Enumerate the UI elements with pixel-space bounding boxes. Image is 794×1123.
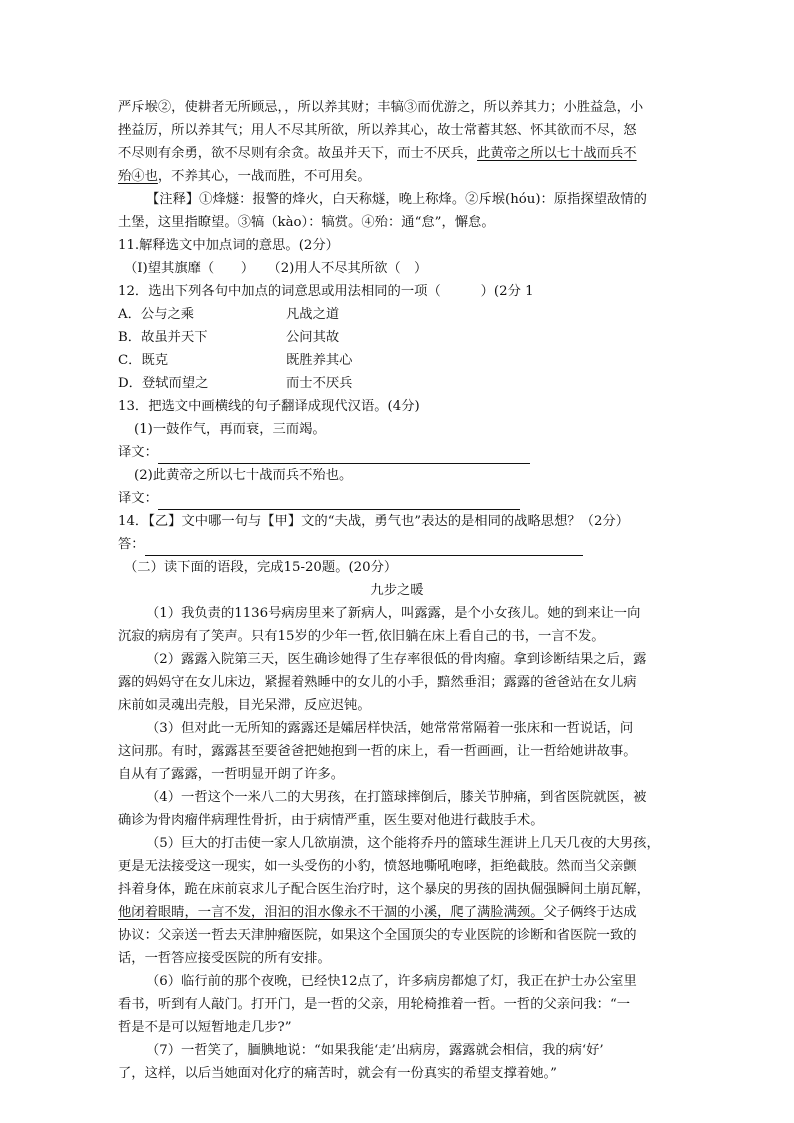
story-p2-line-2: 露的妈妈守在女儿床边，紧握着熟睡中的女儿的小手，黯然垂泪；露露的爸爸站在女儿病 [118, 675, 637, 690]
option-c-left: C．既克 [118, 353, 169, 368]
option-b-left: B．故虽并天下 [118, 330, 208, 345]
passage-line-4-text: ，不养其心，一战而胜，不可用矣。 [157, 169, 371, 184]
story-title: 九步之暖 [370, 583, 424, 598]
story-p1-line-2: 沉寂的病房有了笑声。只有15岁的少年一哲,依旧躺在床上看自己的书，一言不发。 [118, 629, 605, 644]
question-12-stem: 12．选出下列各句中加点的词意思或用法相同的一项（ ）(2分 1 [118, 284, 534, 299]
passage-line-4 [118, 165, 371, 188]
notes-line-2: 土堡，这里指瞭望。③犒（kào）：犒赏。④殆：通“怠”，懈怠。 [118, 215, 495, 230]
option-a-right: 凡战之道 [286, 307, 340, 322]
story-p3-line-2: 这问那。有时，露露甚至要爸爸把她抱到一哲的床上，看一哲画画，让一哲给她讲故事。 [118, 744, 637, 759]
notes-line-1: 【注释】①烽燧：报警的烽火，白天称燧，晚上称烽。②斥堠(hóu)：原指探望敌情的 [146, 192, 647, 207]
story-p6-line-3: 哲是不是可以短暂地走几步?” [118, 1020, 292, 1035]
answer-blank-14[interactable] [145, 541, 583, 556]
story-p6-line-2: 看书，听到有人敲门。打开门，是一哲的父亲，用轮椅推着一哲。一哲的父亲问我：“一 [118, 997, 631, 1012]
story-p5-line-4 [118, 901, 637, 924]
question-11-stem: 11.解释选文中加点词的意思。(2分） [118, 238, 339, 253]
passage-line-3 [118, 142, 637, 165]
answer-label-14: 答： [118, 537, 145, 552]
story-p4-line-2: 确诊为骨肉瘤伴病理性骨折，由于病情严重，医生要对他进行截肢手术。 [118, 813, 544, 828]
question-13-stem: 13．把选文中画横线的句子翻译成现代汉语。(4分) [118, 399, 420, 414]
question-13-sentence-2: (2)此黄帝之所以七十战而兵不殆也。 [134, 468, 353, 483]
option-d-left: D．登轼而望之 [118, 376, 209, 391]
story-p7-line-2: 了，这样，以后当她面对化疗的痛苦时，就会有一份真实的希望支撑着她。” [118, 1066, 557, 1081]
question-11-items: （I)望其旗靡（ ） （2)用人不尽其所欲（ ） [124, 261, 428, 276]
underlined-sentence: 此黄帝之所以七十战而兵不 [477, 146, 637, 161]
answer-blank-1[interactable] [158, 449, 530, 464]
option-a-left: A．公与之乘 [118, 307, 195, 322]
option-d-right: 而士不厌兵 [286, 376, 353, 391]
underlined-sentence-end: 殆④也 [118, 169, 158, 184]
answer-blank-2[interactable] [158, 495, 520, 510]
story-p5-line-1: （5）巨大的打击使一家人几欲崩溃，这个能将乔丹的篮球生涯讲上几天几夜的大男孩， [146, 836, 660, 851]
answer-line-14 [118, 533, 583, 556]
story-p2-line-1: （2）露露入院第三天，医生确诊她得了生存率很低的骨肉瘤。拿到诊断结果之后，露 [146, 652, 647, 667]
story-p2-line-3: 床前如灵魂出壳般，目光呆滞，反应迟钝。 [118, 698, 371, 713]
option-b-right: 公问其故 [286, 330, 340, 345]
option-c-right: 既胜养其心 [286, 353, 353, 368]
story-p5-line-2: 更是无法接受这一现实，如一头受伤的小豹，愤怒地嘶吼咆哮，拒绝截肢。然而当父亲颤 [118, 859, 637, 874]
section-2-intro: （二）读下面的语段，完成15-20题。(20分） [124, 560, 398, 575]
underlined-sentence-story: 他闭着眼睛，一言不发，泪汩的泪水像永不干涸的小溪，爬了满脸满颈。 [118, 905, 544, 920]
story-p3-line-1: （3）但对此一无所知的露露还是孀居样快活，她常常常隔着一张床和一哲说话，问 [146, 721, 634, 736]
question-13-sentence-1: (1)一鼓作气，再而衰，三而竭。 [134, 422, 326, 437]
story-p1-line-1: （1）我负责的1136号病房里来了新病人，叫露露，是个小女孩儿。她的到来让一向 [146, 606, 641, 621]
story-p7-line-1: （7）一哲笑了，腼腆地说：“如果我能‘走’出病房，露露就会相信，我的病‘好’ [146, 1043, 604, 1058]
question-14-stem: 14．【乙】文中哪一句与【甲】文的“夫战，勇气也”表达的是相同的战略思想？（2分） [118, 514, 630, 529]
translation-line-1 [118, 441, 530, 464]
story-p5-line-4-text: 父子俩终于达成 [543, 905, 637, 920]
passage-line-1: 严斥堠②，使耕者无所顾忌，，所以养其财；丰犒③而优游之，所以养其力；小胜益急，小 [118, 100, 644, 115]
passage-line-3-text: 不尽则有余勇，欲不尽则有余贪。故虽并天下，而士不厌兵， [118, 146, 478, 161]
story-p5-line-5: 协议：父亲送一哲去天津肿瘤医院，如果这个全国顶尖的专业医院的诊断和省医院一致的 [118, 928, 637, 943]
translation-label-1: 译文： [118, 445, 158, 460]
translation-label-2: 译文： [118, 491, 158, 506]
story-p3-line-3: 自从有了露露，一哲明显开朗了许多。 [118, 767, 345, 782]
story-p4-line-1: （4）一哲这个一米八二的大男孩，在打篮球摔倒后，膝关节肿痛，到省医院就医，被 [146, 790, 647, 805]
passage-line-2: 挫益厉，所以养其气；用人不尽其所欲，所以养其心，故士常蓄其怒、怀其欲而不尽，怒 [118, 123, 637, 138]
story-p5-line-3: 抖着身体，跪在床前哀求儿子配合医生治疗时，这个暴戾的男孩的固执倔强瞬间土崩瓦解， [118, 882, 650, 897]
story-p5-line-6: 话，一哲答应接受医院的所有安排。 [118, 951, 331, 966]
story-p6-line-1: （6）临行前的那个夜晚，已经快12点了，许多病房都熄了灯，我正在护士办公室里 [146, 974, 637, 989]
translation-line-2 [118, 487, 520, 510]
